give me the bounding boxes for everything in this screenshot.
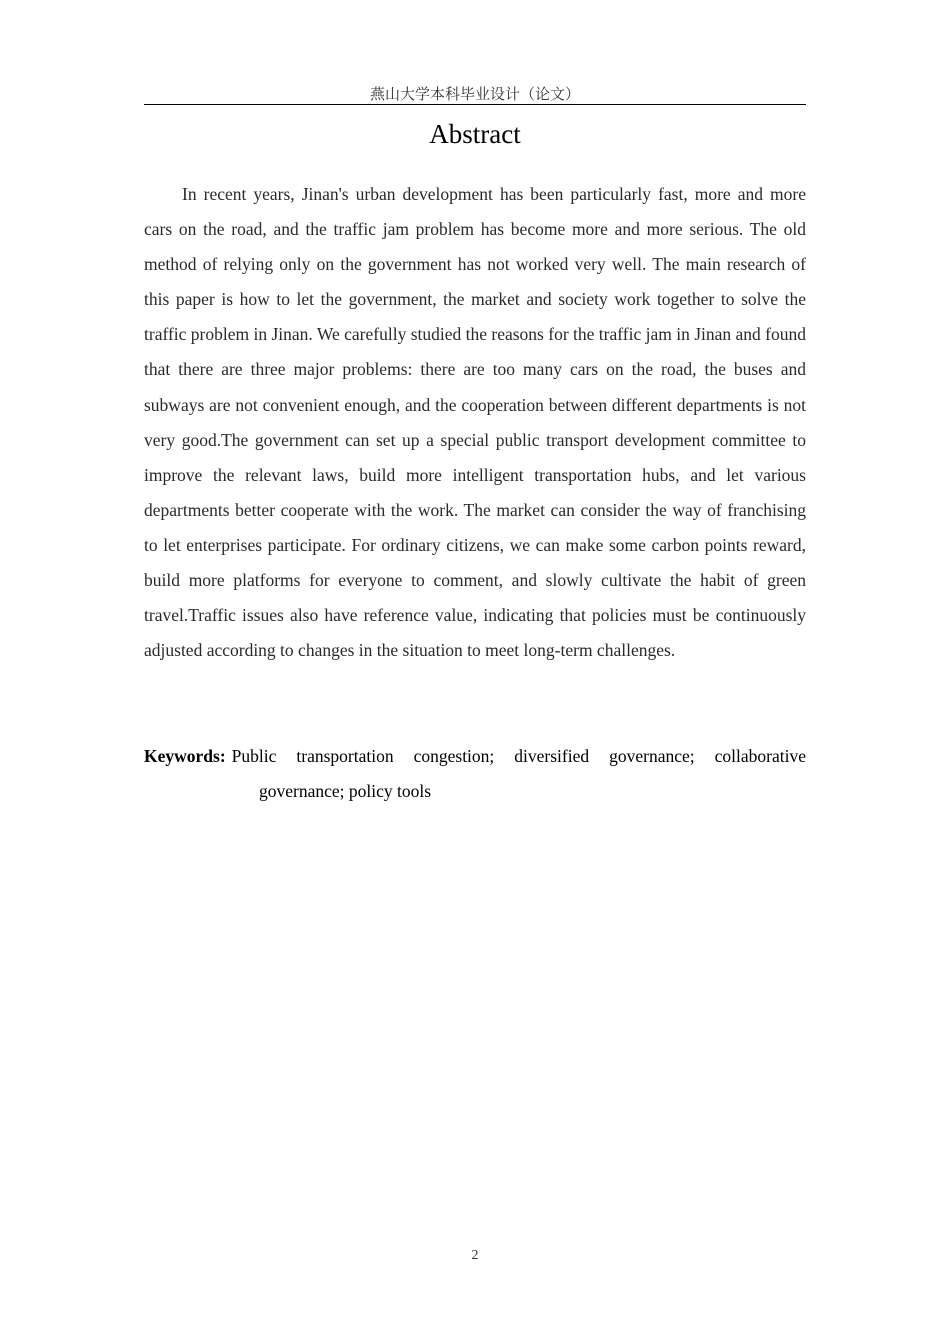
page-number: 2 — [471, 1248, 479, 1263]
abstract-body: In recent years, Jinan's urban development has been particularly fast, more and more cars on the road, and the traffic jam problem has become more and more serious. The old method of relying only on the government has not worked very well. The main research of this paper is how to let the government, the market and society work together to solve the traffic problem in Jinan. We carefully studied the reasons for the traffic jam in Jinan and found that there are three major problems: there are too many cars on the road, the buses and subways are not convenient enough, and the cooperation between different departments is not very good.The government can set up a special public transport development committee to improve the relevant laws, build more intelligent transportation hubs, and let various departments better cooperate with the work. The market can consider the way of franchising to let enterprises participate. For ordinary citizens, we can make some carbon points reward, build more platforms for everyone to comment, and slowly cultivate the habit of green travel.Traffic issues also have reference value, indicating that policies must be continuously adjusted according to changes in the situation to meet long-term challenges. — [144, 184, 806, 661]
keywords-paragraph — [144, 739, 806, 809]
header-rule — [144, 104, 806, 105]
abstract-title: Abstract — [429, 119, 521, 149]
running-header: 燕山大学本科毕业设计（论文） — [369, 85, 580, 103]
keywords-text: Public transportation congestion; diversified governance; collaborative governance; policy tools — [231, 746, 806, 802]
keywords-label: Keywords: — [144, 746, 226, 766]
